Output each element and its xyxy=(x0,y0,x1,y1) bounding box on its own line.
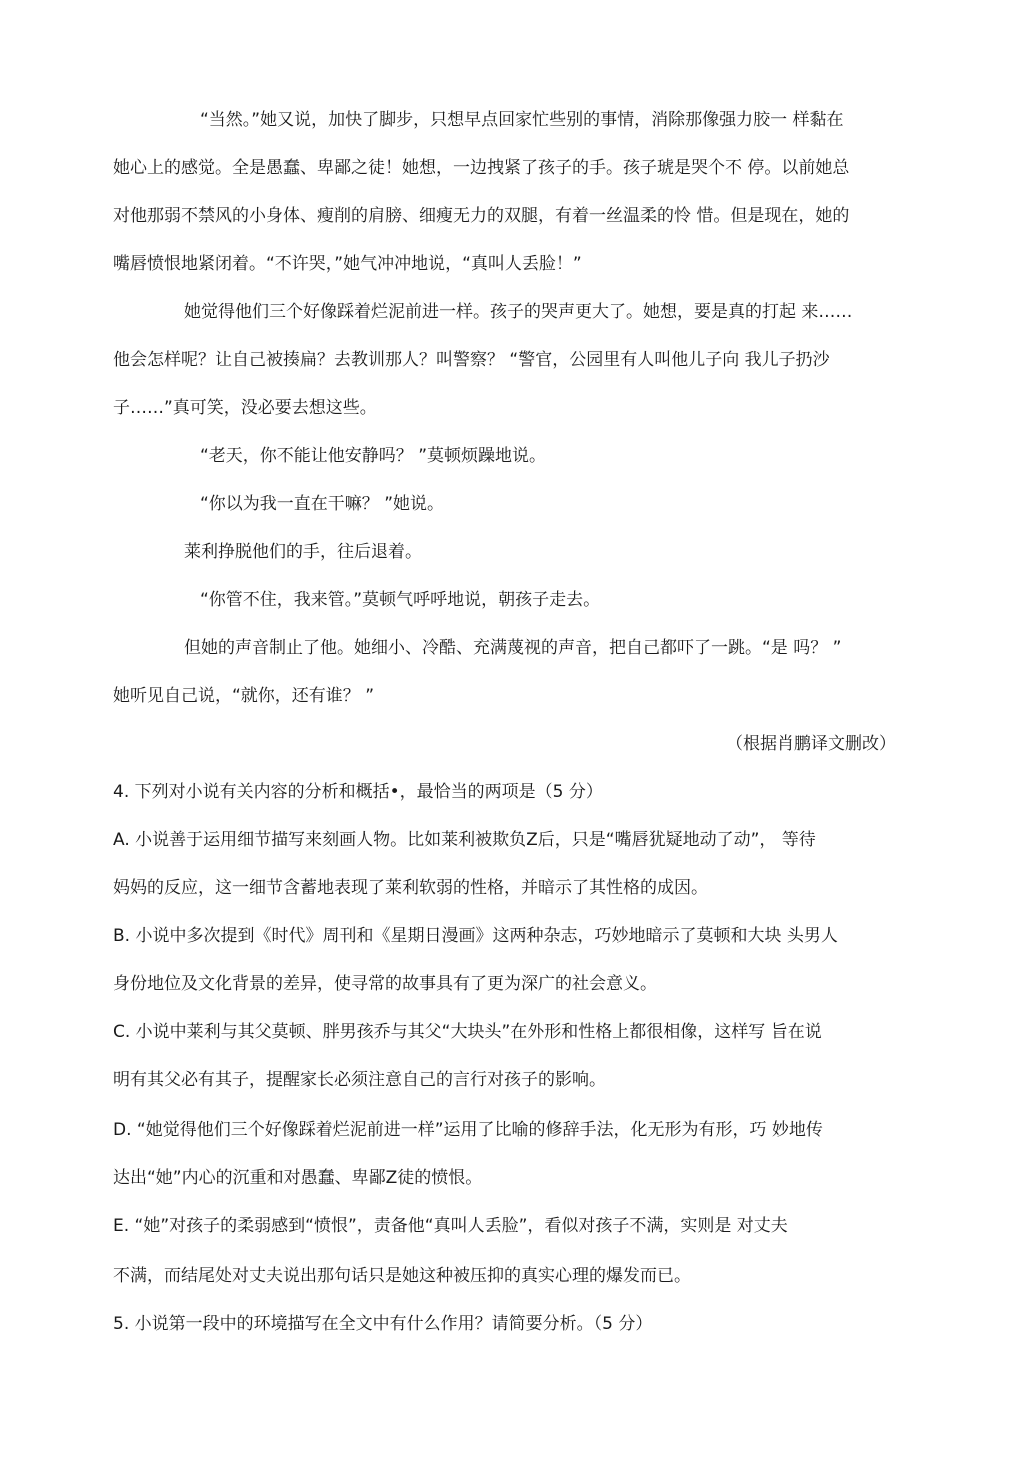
question-5-stem: 5. 小说第一段中的环境描写在全文中有什么作用？请简要分析。（5 分） xyxy=(113,1314,653,1334)
passage-p1-line-2: 她心上的感觉。全是愚蠢、卑鄙之徒！她想，一边拽紧了孩子的手。孩子琥是哭个不 停。以前她总 xyxy=(113,158,850,178)
passage-p2-line-1: 她觉得他们三个好像踩着烂泥前进一样。孩子的哭声更大了。她想，要是真的打起 来…… xyxy=(184,302,853,322)
passage-p1-line-4: 嘴唇愤恨地紧闭着。“不许哭，”她气冲冲地说，“真叫人丢脸！” xyxy=(113,254,582,274)
option-d-line-2: 达出“她”内心的沉重和对愚蠢、卑鄙Z徒的愤恨。 xyxy=(113,1168,483,1188)
option-a-line-1: A. 小说善于运用细节描写来刻画人物。比如莱利被欺负Z后，只是“嘴唇犹疑地动了动”， 等待 xyxy=(113,830,816,850)
option-c-line-2: 明有其父必有其子，提醒家长必须注意自己的言行对孩子的影响。 xyxy=(113,1070,606,1090)
question-4-stem: 4. 下列对小说有关内容的分析和概括•，最恰当的两项是（5 分） xyxy=(113,782,603,802)
option-a-line-2: 妈妈的反应，这一细节含蓄地表现了莱利软弱的性格，并暗示了其性格的成因。 xyxy=(113,878,708,898)
passage-p1-line-3: 对他那弱不禁风的小身体、瘦削的肩膀、细瘦无力的双腿，有着一丝温柔的怜 惜。但是现在，她的 xyxy=(113,206,850,226)
passage-p6: “你管不住，我来管。”莫顿气呼呼地说，朝孩子走去。 xyxy=(200,590,601,610)
passage-p7-line-1: 但她的声音制止了他。她细小、冷酷、充满蔑视的声音，把自己都吓了一跳。“是 吗？ ” xyxy=(184,638,842,658)
passage-p1-line-1: “当然。”她又说，加快了脚步，只想早点回家忙些别的事情，消除那像强力胶一 样黏在 xyxy=(200,110,844,130)
passage-p5: 莱利挣脱他们的手，往后退着。 xyxy=(184,542,422,562)
passage-p4: “你以为我一直在干嘛？ ”她说。 xyxy=(200,494,445,514)
option-d-line-1: D. “她觉得他们三个好像踩着烂泥前进一样”运用了比喻的修辞手法，化无形为有形，巧 妙地传 xyxy=(113,1120,823,1140)
passage-p2-line-2: 他会怎样呢？让自己被揍扁？去教训那人？叫警察？ “警官，公园里有人叫他儿子向 我儿子扔沙 xyxy=(113,350,830,370)
option-e-line-2: 不满，而结尾处对丈夫说出那句话只是她这种被压抑的真实心理的爆发而已。 xyxy=(113,1266,691,1286)
option-b-line-1: B. 小说中多次提到《时代》周刊和《星期日漫画》这两种杂志，巧妙地暗示了莫顿和大块 头男人 xyxy=(113,926,838,946)
option-c-line-1: C. 小说中莱利与其父莫顿、胖男孩乔与其父“大块头”在外形和性格上都很相像，这样写 旨在说 xyxy=(113,1022,822,1042)
option-b-line-2: 身份地位及文化背景的差异，使寻常的故事具有了更为深广的社会意义。 xyxy=(113,974,657,994)
source-note: （根据肖鹏译文删改） xyxy=(726,734,896,754)
option-e-line-1: E. “她”对孩子的柔弱感到“愤恨”，责备他“真叫人丢脸”，看似对孩子不满，实则是 对丈夫 xyxy=(113,1216,788,1236)
passage-p3: “老天，你不能让他安静吗？ ”莫顿烦躁地说。 xyxy=(200,446,547,466)
passage-p7-line-2: 她听见自己说，“就你，还有谁？ ” xyxy=(113,686,375,706)
passage-p2-line-3: 子……”真可笑，没必要去想这些。 xyxy=(113,398,377,418)
